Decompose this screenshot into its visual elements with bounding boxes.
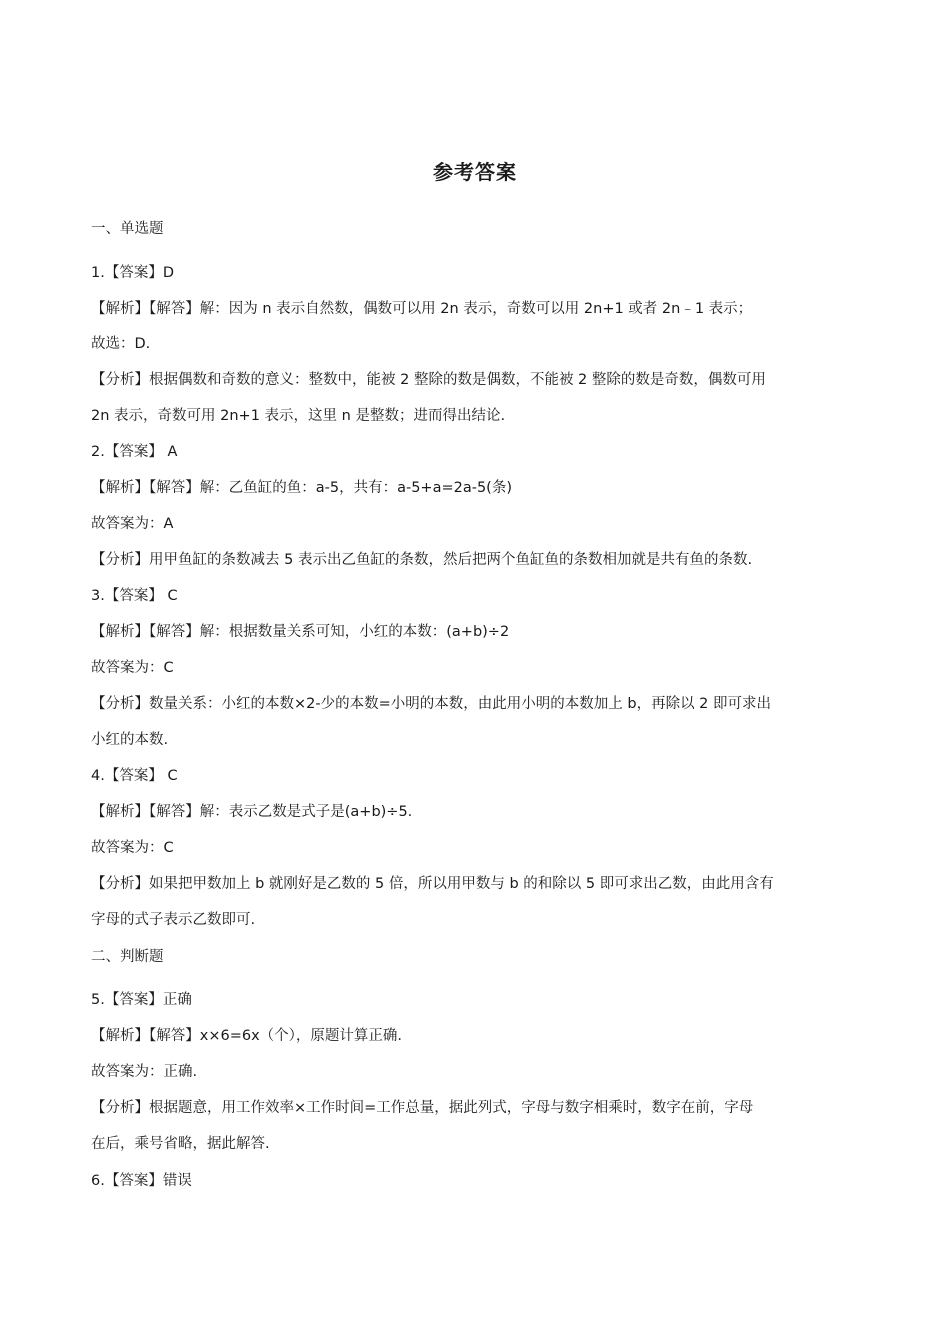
explanation-4-line-1: 【分析】如果把甲数加上 b 就刚好是乙数的 5 倍，所以用甲数与 b 的和除以 5 即可求出乙数，由此用含有 [91,876,774,892]
explanation-1-line-2: 2n 表示，奇数可用 2n+1 表示，这里 n 是整数；进而得出结论. [91,408,506,424]
explanation-2: 【分析】用甲鱼缸的条数减去 5 表示出乙鱼缸的条数，然后把两个鱼缸鱼的条数相加就是共有鱼的条数. [91,552,753,568]
section-heading-true-false: 二、判断题 [91,949,164,965]
explanation-4-line-2: 字母的式子表示乙数即可. [91,912,256,928]
analysis-5: 【解析】【解答】x×6=6x（个），原题计算正确. [91,1028,403,1044]
answer-6: 6.【答案】错误 [91,1173,192,1189]
explanation-5-line-2: 在后，乘号省略，据此解答. [91,1136,270,1152]
choice-1: 故选：D. [91,336,151,352]
answer-2: 2.【答案】 A [91,444,178,460]
answer-1: 1.【答案】D [91,265,174,281]
final-answer-4: 故答案为：C [91,840,174,856]
final-answer-2: 故答案为：A [91,516,174,532]
final-answer-5: 故答案为：正确. [91,1064,198,1080]
explanation-5-line-1: 【分析】根据题意，用工作效率×工作时间=工作总量，据此列式，字母与数字相乘时，数字在前，字母 [91,1100,754,1116]
answer-3: 3.【答案】 C [91,588,178,604]
analysis-3: 【解析】【解答】解：根据数量关系可知，小红的本数：(a+b)÷2 [91,624,510,640]
analysis-2: 【解析】【解答】解：乙鱼缸的鱼：a-5，共有：a-5+a=2a-5(条) [91,480,513,496]
analysis-4: 【解析】【解答】解：表示乙数是式子是(a+b)÷5. [91,804,413,820]
explanation-3-line-1: 【分析】数量关系：小红的本数×2-少的本数=小明的本数，由此用小明的本数加上 b，再除以 2 即可求出 [91,696,772,712]
section-heading-single-choice: 一、单选题 [91,221,164,237]
answer-4: 4.【答案】 C [91,768,178,784]
explanation-1-line-1: 【分析】根据偶数和奇数的意义：整数中，能被 2 整除的数是偶数，不能被 2 整除的数是奇数，偶数可用 [91,372,766,388]
page-title: 参考答案 [433,160,517,184]
explanation-3-line-2: 小红的本数. [91,732,169,748]
answer-5: 5.【答案】正确 [91,992,192,1008]
analysis-1: 【解析】【解答】解：因为 n 表示自然数，偶数可以用 2n 表示，奇数可以用 2n+1 或者 2n﹣1 表示； [91,301,753,317]
final-answer-3: 故答案为：C [91,660,174,676]
